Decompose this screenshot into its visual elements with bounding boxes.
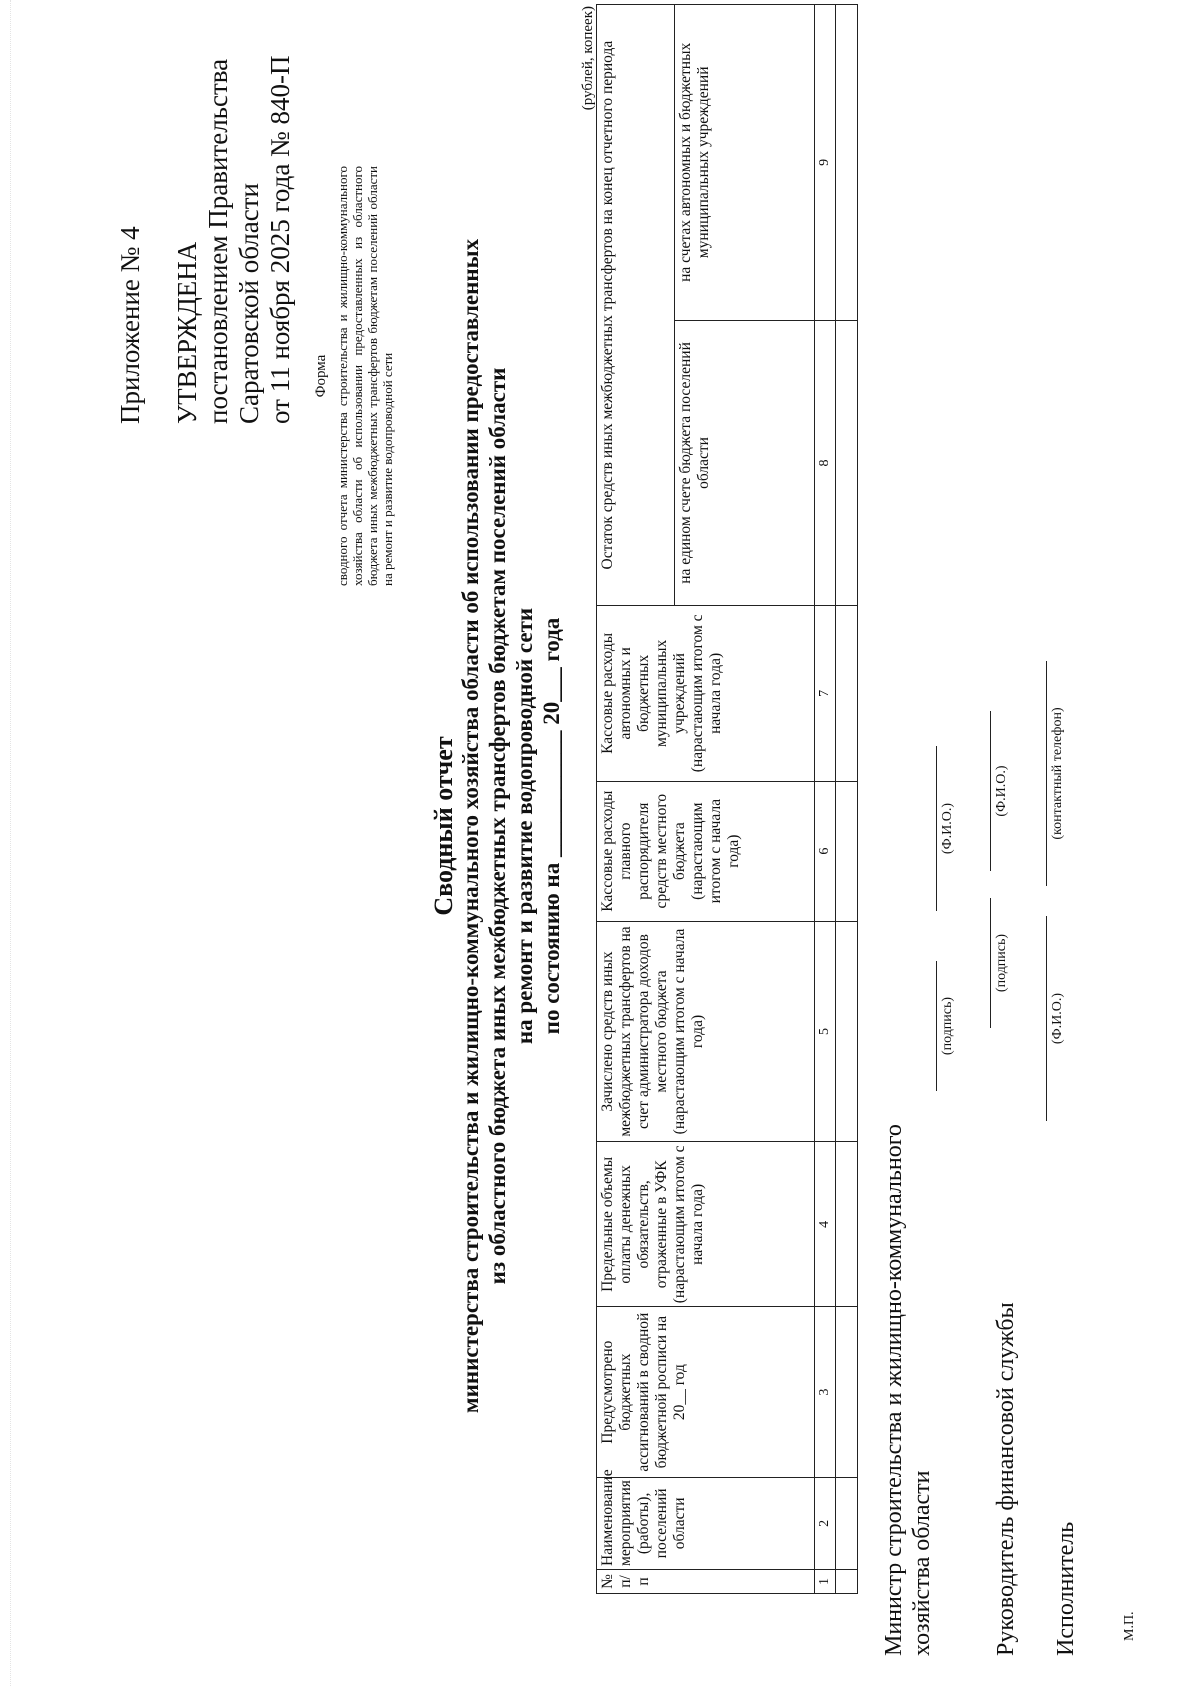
column-number: 7	[815, 606, 836, 781]
column-number: 6	[815, 781, 836, 921]
report-table	[596, 4, 858, 1594]
executor-title: Исполнитель	[1053, 1521, 1079, 1656]
column-number-row	[815, 5, 836, 1594]
title-line-5: по состоянию на ___________ 20___ года	[539, 617, 564, 1035]
executor-phone-caption: (контактный телефон)	[1050, 707, 1065, 840]
table-cell	[836, 781, 858, 921]
column-number: 2	[815, 1477, 836, 1569]
column-number: 5	[815, 921, 836, 1141]
approved-by: постановлением Правительства	[203, 58, 233, 424]
executor-name-line	[1022, 916, 1047, 1121]
table-cell	[836, 1477, 858, 1569]
resolution-date-number: от 11 ноября 2025 года № 840-П	[265, 55, 295, 424]
table-cell	[836, 320, 858, 606]
title-line-1: Сводный отчет	[429, 736, 458, 916]
approval-header	[115, 24, 296, 424]
col-header-1: № п/п	[597, 1569, 815, 1593]
table-cell	[836, 1569, 858, 1593]
minister-name-caption: (Ф.И.О.)	[940, 802, 955, 855]
table-cell	[836, 606, 858, 781]
column-number: 8	[815, 320, 836, 606]
col-header-3: Предусмотрено бюджетных ассигнований в сводной бюджетной росписи на 20__ год	[597, 1307, 815, 1477]
title-line-4: на ремонт и развитие водопроводной сети	[512, 607, 537, 1045]
table-cell	[836, 1142, 858, 1307]
finance-name-caption: (Ф.И.О.)	[994, 765, 1009, 817]
col-header-4: Предельные объемы оплаты денежных обязательств, отраженные в УФК (нарастающим итогом с начала года)	[597, 1142, 815, 1307]
column-number: 9	[815, 5, 836, 321]
finance-name-line	[966, 711, 991, 871]
table-row	[836, 5, 858, 1594]
column-number: 3	[815, 1307, 836, 1477]
title-line-3: из областного бюджета иных межбюджетных трансфертов бюджетам поселений области	[485, 367, 510, 1285]
minister-title: Министр строительства и жилищно-коммунального хозяйства области	[881, 1124, 935, 1656]
table-cell	[836, 1307, 858, 1477]
finance-signature-line	[966, 898, 991, 1028]
executor-phone-line	[1022, 661, 1047, 886]
units-note: (рублей, копеек)	[580, 6, 596, 111]
appendix-number: Приложение № 4	[115, 226, 145, 424]
table-header-row	[597, 5, 675, 1594]
stamp-place: М.П.	[1122, 1611, 1137, 1641]
executor-name-caption: (Ф.И.О.)	[1050, 992, 1065, 1045]
title-line-2: министерства строительства и жилищно-коммунального хозяйства области об использовании предоставленных	[458, 238, 483, 1414]
region: Саратовской области	[234, 183, 264, 424]
report-title	[430, 76, 565, 1576]
col-header-8: на едином счете бюджета поселений области	[675, 320, 815, 606]
form-description: сводного отчета министерства строительства и жилищно-коммунального хозяйства области об использовании предоставленных из областного бюджета иных межбюджетных трансфертов бюджетам поселений области на ремонт и развитие водопроводной сети	[335, 166, 395, 586]
table-cell	[836, 921, 858, 1141]
col-group-header: Остаток средств иных межбюджетных трансфертов на конец отчетного периода	[597, 5, 675, 606]
form-label: Форма	[313, 354, 329, 398]
col-header-9: на счетах автономных и бюджетных муниципальных учреждений	[675, 5, 815, 321]
col-header-6: Кассовые расходы главного распорядителя средств местного бюджета (нарастающим итогом с начала года)	[597, 781, 815, 921]
minister-signature-caption: (подпись)	[940, 996, 955, 1056]
minister-name-line	[912, 746, 937, 911]
minister-signature-line	[912, 961, 937, 1091]
table-cell	[836, 5, 858, 321]
form-description-block	[314, 166, 395, 586]
column-number: 1	[815, 1569, 836, 1593]
col-header-2: Наименование мероприятия (работы), поселений области	[597, 1477, 815, 1569]
col-header-7: Кассовые расходы автономных и бюджетных муниципальных учреждений (нарастающим итогом с начала года)	[597, 606, 815, 781]
finance-signature-caption: (подпись)	[994, 933, 1009, 993]
approved-label: УТВЕРЖДЕНА	[172, 241, 202, 424]
col-header-5: Зачислено средств иных межбюджетных трансфертов на счет администратора доходов местного бюджета (нарастающим итогом с начала года)	[597, 921, 815, 1141]
finance-head-title: Руководитель финансовой службы	[993, 1302, 1019, 1656]
column-number: 4	[815, 1142, 836, 1307]
